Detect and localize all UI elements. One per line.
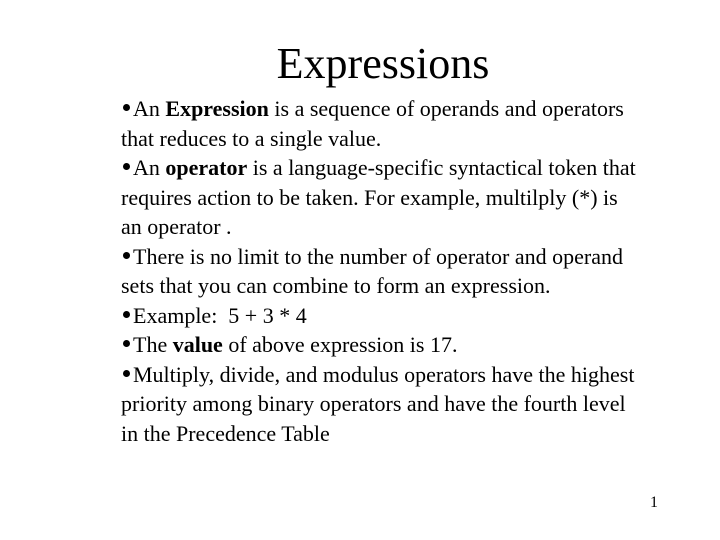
bullet-icon	[121, 371, 132, 382]
bullet-term: operator	[165, 155, 248, 180]
bullet-text: Example: 5 + 3 * 4	[133, 302, 307, 328]
bullet-text: is a language-specific syntactical token that requires action to be taken. For example, multilply (*) is an operator .	[121, 155, 636, 239]
bullet-item	[121, 301, 641, 331]
bullet-term: Expression	[165, 96, 269, 121]
bullet-item	[121, 360, 641, 449]
bullet-text: is a sequence of operands and operators that reduces to a single value.	[121, 96, 624, 151]
bullet-text: The	[133, 332, 173, 357]
bullet-item	[121, 330, 641, 360]
bullet-item	[121, 94, 641, 153]
bullet-icon	[121, 105, 132, 116]
bullet-text: An	[133, 96, 166, 121]
bullet-text: There is no limit to the number of operator and operand sets that you can combine to form an expression.	[121, 243, 623, 298]
slide-number: 1	[650, 494, 658, 511]
bullet-text: An	[133, 155, 166, 180]
bullet-list	[121, 94, 641, 448]
bullet-icon	[121, 341, 132, 352]
bullet-icon	[121, 253, 132, 264]
bullet-text: Multiply, divide, and modulus operators have the highest priority among binary operators and have the fourth level in the Precedence Table	[121, 361, 635, 446]
bullet-term: value	[172, 332, 223, 357]
bullet-item	[121, 242, 641, 301]
bullet-icon	[121, 312, 132, 323]
bullet-text: of above expression is 17.	[222, 332, 458, 357]
bullet-icon	[121, 164, 132, 175]
slide-title: Expressions	[276, 39, 490, 88]
bullet-item	[121, 153, 641, 242]
